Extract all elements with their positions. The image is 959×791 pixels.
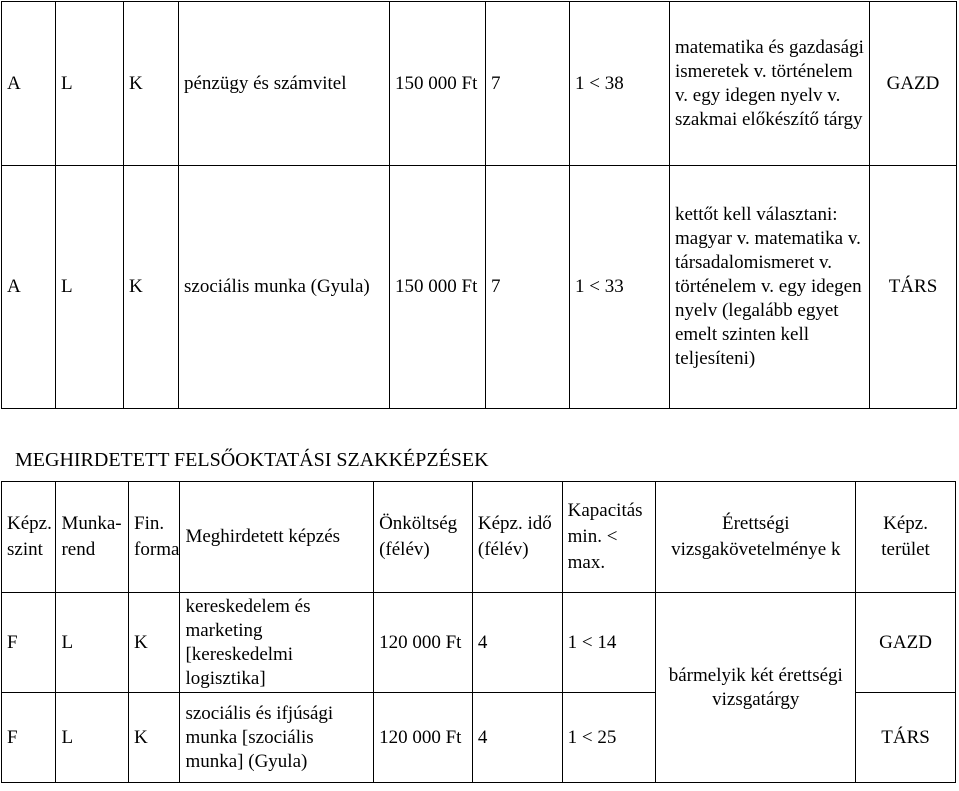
requirements-cell: bármelyik két érettségi vizsgatárgy [656, 593, 856, 783]
capacity-cell: 1 < 33 [570, 166, 670, 409]
financing-cell: K [129, 693, 180, 783]
table-header-row [2, 482, 956, 593]
header-duration: Képz. idő (félév) [472, 482, 562, 593]
duration-cell: 4 [472, 593, 562, 693]
work-schedule-cell: L [56, 166, 124, 409]
level-cell: F [2, 693, 56, 783]
capacity-cell: 1 < 25 [562, 693, 656, 783]
fee-cell: 150 000 Ft [390, 166, 486, 409]
table-row [2, 166, 957, 409]
financing-cell: K [129, 593, 180, 693]
work-schedule-cell: L [56, 693, 129, 783]
header-financing: Fin. forma [129, 482, 180, 593]
header-fee: Önköltség (félév) [374, 482, 473, 593]
capacity-cell: 1 < 14 [562, 593, 656, 693]
header-capacity: Kapacitás min. < max. [562, 482, 656, 593]
semesters-cell: 7 [486, 166, 570, 409]
fee-cell: 150 000 Ft [390, 2, 486, 166]
program-name-cell: szociális munka (Gyula) [179, 166, 390, 409]
fee-cell: 120 000 Ft [374, 693, 473, 783]
header-program: Meghirdetett képzés [180, 482, 374, 593]
program-name-cell: szociális és ifjúsági munka [szociális munka] (Gyula) [180, 693, 374, 783]
fee-cell: 120 000 Ft [374, 593, 473, 693]
program-name-cell: kereskedelem és marketing [kereskedelmi logisztika] [180, 593, 374, 693]
table-row [2, 593, 956, 693]
level-cell: A [2, 2, 56, 166]
area-cell: TÁRS [870, 166, 957, 409]
program-name-cell: pénzügy és számvitel [179, 2, 390, 166]
work-schedule-cell: L [56, 593, 129, 693]
header-work-schedule: Munka-rend [56, 482, 129, 593]
capacity-cell: 1 < 38 [570, 2, 670, 166]
header-requirements: Érettségi vizsgakövetelménye k [656, 482, 856, 593]
table-row [2, 2, 957, 166]
vocational-program-table [1, 481, 956, 783]
level-cell: F [2, 593, 56, 693]
header-level: Képz. szint [2, 482, 56, 593]
work-schedule-cell: L [56, 2, 124, 166]
requirements-cell: matematika és gazdasági ismeretek v. történelem v. egy idegen nyelv v. szakmai előkészítő tárgy [670, 2, 870, 166]
duration-cell: 4 [472, 693, 562, 783]
area-cell: GAZD [856, 593, 956, 693]
financing-cell: K [124, 2, 179, 166]
header-area: Képz. terület [856, 482, 956, 593]
area-cell: TÁRS [856, 693, 956, 783]
semesters-cell: 7 [486, 2, 570, 166]
level-cell: A [2, 166, 56, 409]
top-program-table [1, 1, 957, 409]
requirements-cell: kettőt kell választani: magyar v. matematika v. társadalomismeret v. történelem v. egy idegen nyelv (legalább egyet emelt szinten kell teljesíteni) [670, 166, 870, 409]
section-title: MEGHIRDETETT FELSŐOKTATÁSI SZAKKÉPZÉSEK [15, 449, 489, 471]
financing-cell: K [124, 166, 179, 409]
area-cell: GAZD [870, 2, 957, 166]
